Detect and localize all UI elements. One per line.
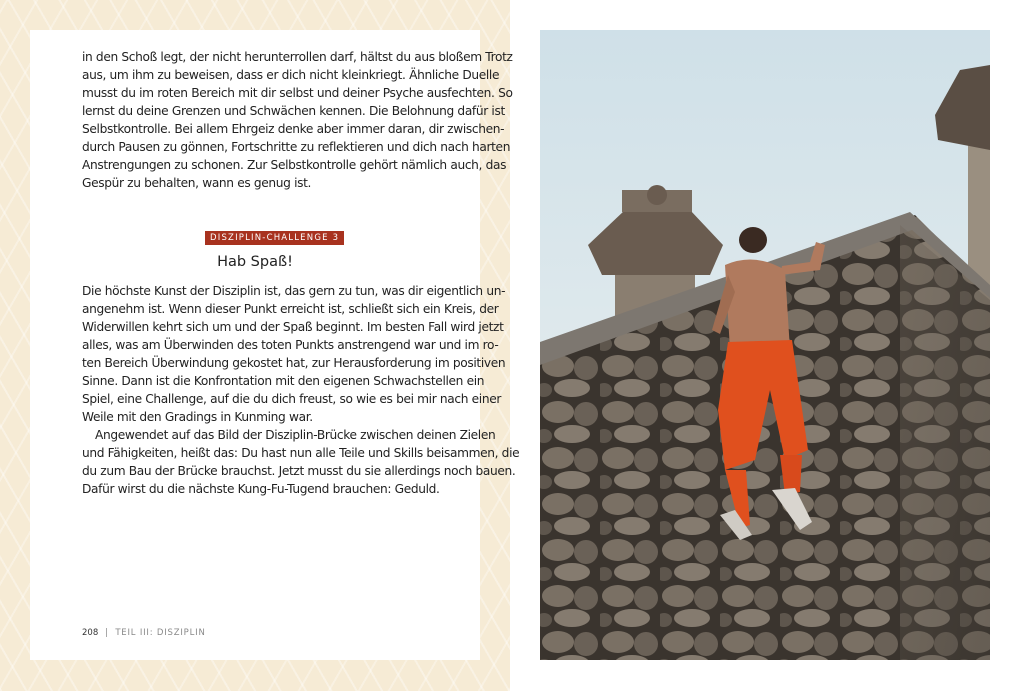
footer-separator: |: [104, 628, 109, 638]
text-line: ten Bereich Überwindung gekostet hat, zur Herausforderung im positiven: [82, 356, 506, 370]
text-line: angenehm ist. Wenn dieser Punkt erreicht ist, schließt sich ein Kreis, der: [82, 302, 499, 316]
section-label: TEIL III: DISZIPLIN: [115, 628, 206, 638]
section-heading: Hab Spaß!: [217, 254, 293, 270]
text-line: du zum Bau der Brücke brauchst. Jetzt musst du sie allerdings noch bauen.: [82, 464, 516, 478]
text-line: und Fähigkeiten, heißt das: Du hast nun alle Teile und Skills beisammen, die: [82, 446, 520, 460]
text-line: Anstrengungen zu schonen. Zur Selbstkontrolle gehört nämlich auch, das: [82, 158, 507, 172]
challenge-badge: DISZIPLIN-CHALLENGE 3: [205, 231, 344, 245]
text-line: alles, was am Überwinden des toten Punkts anstrengend war und im ro-: [82, 338, 499, 352]
text-line: durch Pausen zu gönnen, Fortschritte zu reflektieren und dich nach harten: [82, 140, 511, 154]
text-line: Sinne. Dann ist die Konfrontation mit den eigenen Schwachstellen ein: [82, 374, 485, 388]
text-line: aus, um ihm zu beweisen, dass er dich nicht kleinkriegt. Ähnliche Duelle: [82, 68, 500, 82]
text-line: musst du im roten Bereich mit dir selbst und deiner Psyche ausfechten. So: [82, 86, 513, 100]
text-line: Weile mit den Gradings in Kunming war.: [82, 410, 313, 424]
text-line: lernst du deine Grenzen und Schwächen kennen. Die Belohnung dafür ist: [82, 104, 505, 118]
photo-climber-on-wall: [540, 30, 990, 660]
text-line: in den Schoß legt, der nicht herunterrollen darf, hältst du aus bloßem Trotz: [82, 50, 513, 64]
text-line: Dafür wirst du die nächste Kung-Fu-Tugend brauchen: Geduld.: [82, 482, 440, 496]
page-number: 208: [82, 628, 99, 638]
left-book-page: [30, 30, 520, 660]
text-line: Spiel, eine Challenge, auf die du dich freust, so wie es bei mir nach einer: [82, 392, 502, 406]
text-line: Die höchste Kunst der Disziplin ist, das gern zu tun, was dir eigentlich un-: [82, 284, 506, 298]
page-footer: [82, 628, 206, 638]
text-line: Selbstkontrolle. Bei allem Ehrgeiz denke aber immer daran, dir zwischen-: [82, 122, 505, 136]
text-line: Gespür zu behalten, wann es genug ist.: [82, 176, 312, 190]
text-line: Widerwillen kehrt sich um und der Spaß beginnt. Im besten Fall wird jetzt: [82, 320, 504, 334]
text-line: Angewendet auf das Bild der Disziplin-Brücke zwischen deinen Zielen: [95, 428, 496, 442]
